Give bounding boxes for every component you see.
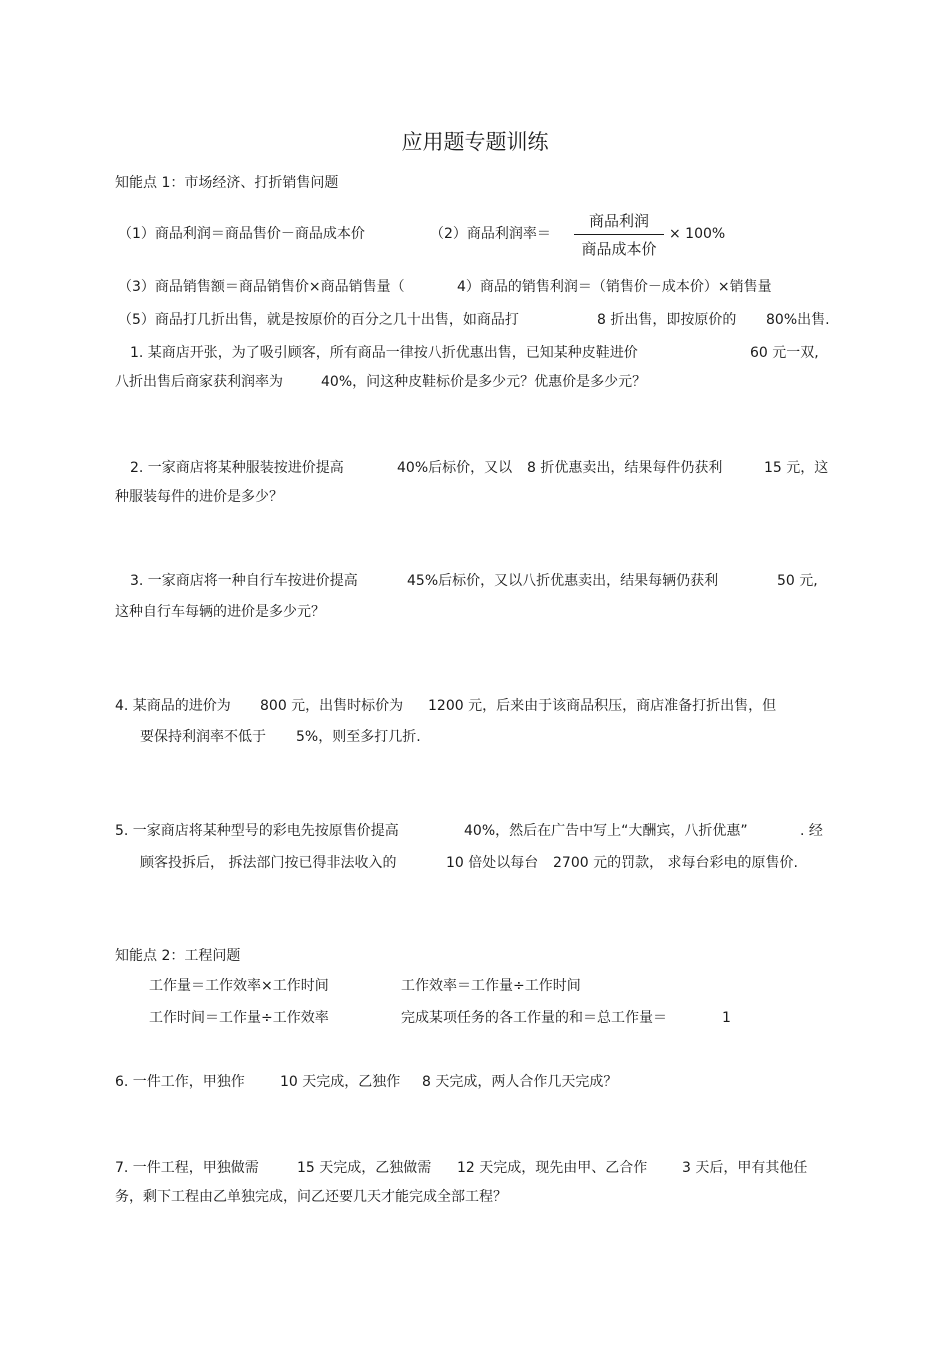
formula-3: （3）商品销售额＝商品销售价×商品销售量（ xyxy=(118,279,405,295)
work-formula-4-value: 1 xyxy=(722,1010,731,1026)
problem-7-line1b: 15 天完成，乙独做需 xyxy=(297,1160,432,1176)
work-formula-4: 完成某项任务的各工作量的和＝总工作量＝ xyxy=(401,1010,667,1026)
section2-heading: 知能点 2：工程问题 xyxy=(115,948,241,964)
problem-5-line2b: 10 倍处以每台 xyxy=(446,855,539,871)
formula-2-prefix: （2）商品利润率＝ xyxy=(430,226,551,242)
problem-2-line2: 种服装每件的进价是多少？ xyxy=(115,489,283,505)
problem-5-line2a: 顾客投拆后， 拆法部门按已得非法收入的 xyxy=(140,855,397,871)
fraction-numerator: 商品利润 xyxy=(588,212,649,230)
problem-2-line1b: 40%后标价，又以 xyxy=(397,460,513,476)
formula-2-fraction xyxy=(574,210,664,260)
problem-6-c: 8 天完成，两人合作几天完成？ xyxy=(422,1074,618,1090)
problem-4-line1a: 4. 某商品的进价为 xyxy=(115,698,231,714)
problem-1-line2b: 40%，问这种皮鞋标价是多少元？优惠价是多少元？ xyxy=(321,374,647,390)
problem-1-line2a: 八折出售后商家获利润率为 xyxy=(115,374,283,390)
problem-4-line1b: 800 元，出售时标价为 xyxy=(260,698,404,714)
problem-5-line1c: . 经 xyxy=(800,823,823,839)
formula-1: （1）商品利润＝商品售价－商品成本价 xyxy=(118,226,365,242)
problem-2-line1d: 15 元，这 xyxy=(764,460,829,476)
problem-6-b: 10 天完成，乙独作 xyxy=(280,1074,401,1090)
problem-2-line1a: 2. 一家商店将某种服装按进价提高 xyxy=(130,460,344,476)
problem-7-line2: 务，剩下工程由乙单独完成，问乙还要几天才能完成全部工程？ xyxy=(115,1189,507,1205)
problem-7-line1a: 7. 一件工程，甲独做需 xyxy=(115,1160,259,1176)
problem-3-line1b: 45%后标价，又以八折优惠卖出，结果每辆仍获利 xyxy=(407,573,719,589)
problem-2-line1c: 8 折优惠卖出，结果每件仍获利 xyxy=(527,460,723,476)
problem-1-line1b: 60 元一双, xyxy=(750,345,819,361)
problem-5-line1a: 5. 一家商店将某种型号的彩电先按原售价提高 xyxy=(115,823,399,839)
problem-3-line1a: 3. 一家商店将一种自行车按进价提高 xyxy=(130,573,358,589)
work-formula-1: 工作量＝工作效率×工作时间 xyxy=(149,978,329,994)
problem-4-line2a: 要保持利润率不低于 xyxy=(140,729,266,745)
formula-2-suffix: × 100% xyxy=(669,226,726,242)
problem-5-line2c: 2700 元的罚款， 求每台彩电的原售价. xyxy=(553,855,798,871)
formula-4: 4）商品的销售利润＝（销售价－成本价）×销售量 xyxy=(457,279,772,295)
formula-5c: 80%出售. xyxy=(766,312,830,328)
work-formula-3: 工作时间＝工作量÷工作效率 xyxy=(149,1010,329,1026)
formula-5b: 8 折出售，即按原价的 xyxy=(597,312,737,328)
fraction-bar xyxy=(574,234,664,235)
page-title: 应用题专题训练 xyxy=(401,130,549,154)
problem-7-line1d: 3 天后，甲有其他任 xyxy=(682,1160,808,1176)
fraction-denominator: 商品成本价 xyxy=(581,240,657,258)
work-formula-2: 工作效率＝工作量÷工作时间 xyxy=(401,978,581,994)
problem-7-line1c: 12 天完成，现先由甲、乙合作 xyxy=(457,1160,648,1176)
problem-6-a: 6. 一件工作，甲独作 xyxy=(115,1074,245,1090)
section1-heading: 知能点 1：市场经济、打折销售问题 xyxy=(115,175,339,191)
problem-1-line1a: 1. 某商店开张，为了吸引顾客，所有商品一律按八折优惠出售，已知某种皮鞋进价 xyxy=(130,345,638,361)
problem-3-line1c: 50 元, xyxy=(777,573,818,589)
problem-5-line1b: 40%，然后在广告中写上“大酬宾，八折优惠” xyxy=(464,823,748,839)
problem-3-line2: 这种自行车每辆的进价是多少元？ xyxy=(115,604,325,620)
problem-4-line2b: 5%，则至多打几折. xyxy=(296,729,421,745)
problem-4-line1c: 1200 元，后来由于该商品积压，商店准备打折出售，但 xyxy=(428,698,777,714)
formula-5a: （5）商品打几折出售，就是按原价的百分之几十出售，如商品打 xyxy=(118,312,519,328)
